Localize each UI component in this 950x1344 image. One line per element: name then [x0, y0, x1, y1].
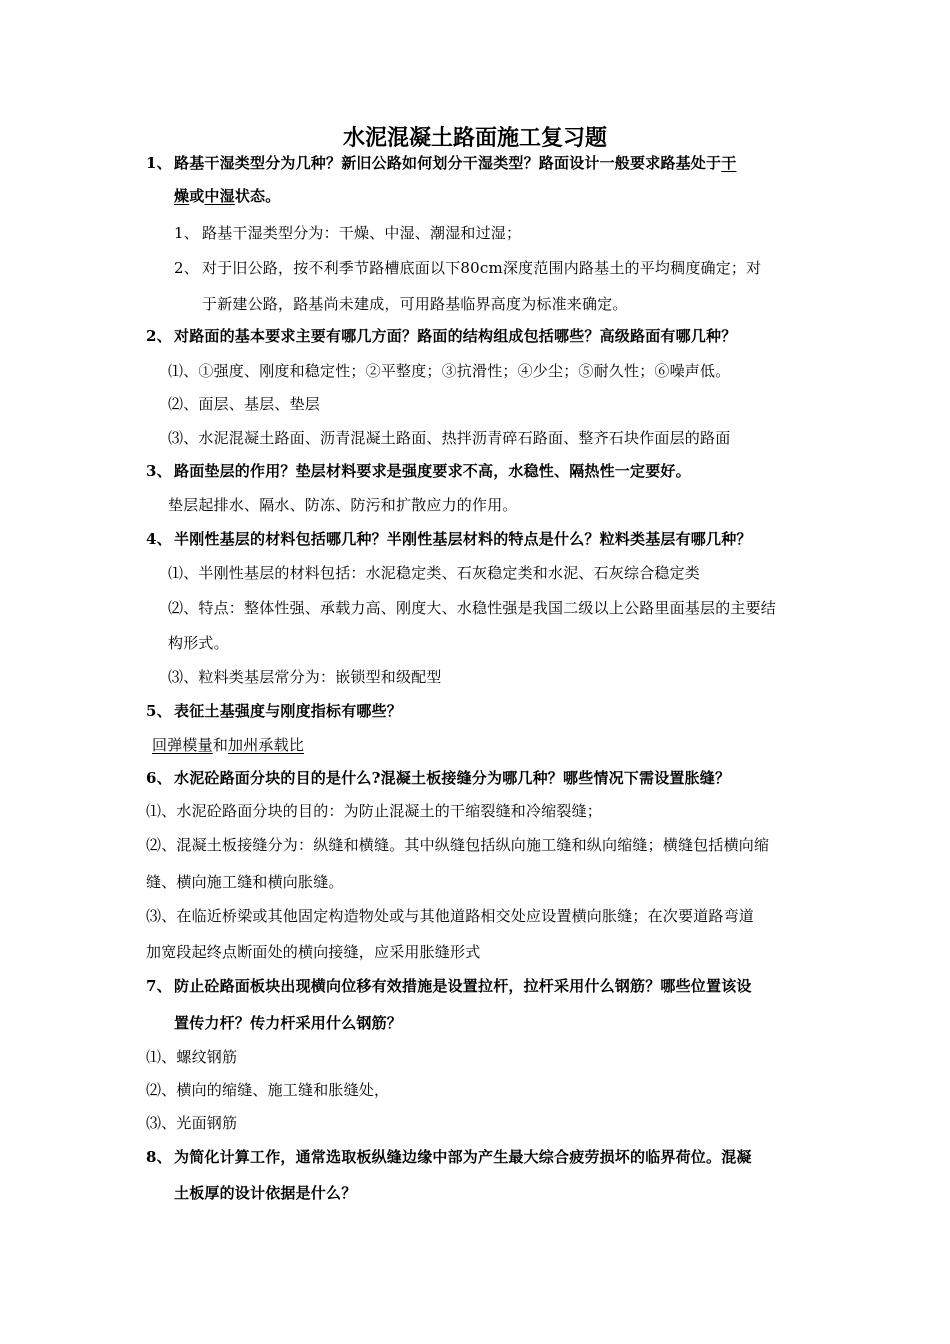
question-8-continued: 土板厚的设计依据是什么？ [174, 1184, 357, 1202]
question-2: 2、 对路面的基本要求主要有哪几方面？路面的结构组成包括哪些？高级路面有哪几种？ [146, 327, 737, 345]
answer-4-3: ⑶、粒料类基层常分为：嵌锁型和级配型 [168, 668, 442, 686]
question-8: 8、 为简化计算工作，通常选取板纵缝边缘中部为产生最大综合疲劳损坏的临界荷位。混凝 [146, 1148, 752, 1166]
question-7: 7、 防止砼路面板块出现横向位移有效措施是设置拉杆，拉杆采用什么钢筋？哪些位置该设 [146, 977, 752, 995]
answer-1-2: 2、 对于旧公路，按不利季节路槽底面以下80cm深度范围内路基土的平均稠度确定；对 [174, 259, 762, 277]
answer-7-3: ⑶、光面钢筋 [146, 1114, 238, 1132]
answer-5: 回弹模量和加州承载比 [152, 736, 305, 754]
answer-2-1: ⑴、①强度、刚度和稳定性；②平整度；③抗滑性；④少尘；⑤耐久性；⑥噪声低。 [168, 362, 731, 380]
answer-6-3-continued: 加宽段起终点断面处的横向接缝，应采用胀缝形式 [146, 943, 481, 961]
answer-6-2: ⑵、混凝土板接缝分为：纵缝和横缝。其中纵缝包括纵向施工缝和纵向缩缝；横缝包括横向缩 [146, 836, 770, 854]
answer-4-2-continued: 构形式。 [168, 634, 229, 652]
answer-4-2: ⑵、特点：整体性强、承载力高、刚度大、水稳性强是我国二级以上公路里面基层的主要结 [168, 599, 777, 617]
answer-4-1: ⑴、半刚性基层的材料包括：水泥稳定类、石灰稳定类和水泥、石灰综合稳定类 [168, 564, 701, 582]
answer-7-1: ⑴、螺纹钢筋 [146, 1048, 238, 1066]
answer-3: 垫层起排水、隔水、防冻、防污和扩散应力的作用。 [168, 496, 518, 514]
question-6: 6、 水泥砼路面分块的目的是什么?混凝土板接缝分为哪几种？哪些情况下需设置胀缝？ [146, 769, 731, 787]
question-1-continued: 燥或中湿状态。 [174, 187, 281, 205]
question-7-continued: 置传力杆？传力杆采用什么钢筋？ [174, 1014, 403, 1032]
answer-2-2: ⑵、面层、基层、垫层 [168, 395, 321, 413]
answer-1-2-continued: 于新建公路，路基尚未建成，可用路基临界高度为标准来确定。 [202, 295, 628, 313]
answer-6-1: ⑴、水泥砼路面分块的目的：为防止混凝土的干缩裂缝和冷缩裂缝； [146, 802, 603, 820]
answer-2-3: ⑶、水泥混凝土路面、沥青混凝土路面、热拌沥青碎石路面、整齐石块作面层的路面 [168, 429, 731, 447]
question-5: 5、 表征土基强度与刚度指标有哪些？ [146, 702, 403, 720]
question-number: 1、 [146, 154, 172, 172]
question-1: 1、 路基干湿类型分为几种？新旧公路如何划分干湿类型？路面设计一般要求路基处于干 [146, 154, 737, 172]
question-3: 3、 路面垫层的作用？垫层材料要求是强度要求不高，水稳性、隔热性一定要好。 [146, 462, 691, 480]
answer-1-1: 1、 路基干湿类型分为：干燥、中湿、潮湿和过湿； [174, 224, 522, 242]
page-title: 水泥混凝土路面施工复习题 [342, 125, 607, 151]
answer-6-2-continued: 缝、横向施工缝和横向胀缝。 [146, 873, 344, 891]
question-4: 4、 半刚性基层的材料包括哪几种？半刚性基层材料的特点是什么？粒料类基层有哪几种？ [146, 530, 752, 548]
answer-7-2: ⑵、横向的缩缝、施工缝和胀缝处， [146, 1081, 390, 1099]
answer-6-3: ⑶、在临近桥梁或其他固定构造物处或与其他道路相交处应设置横向胀缝；在次要道路弯道 [146, 907, 755, 925]
